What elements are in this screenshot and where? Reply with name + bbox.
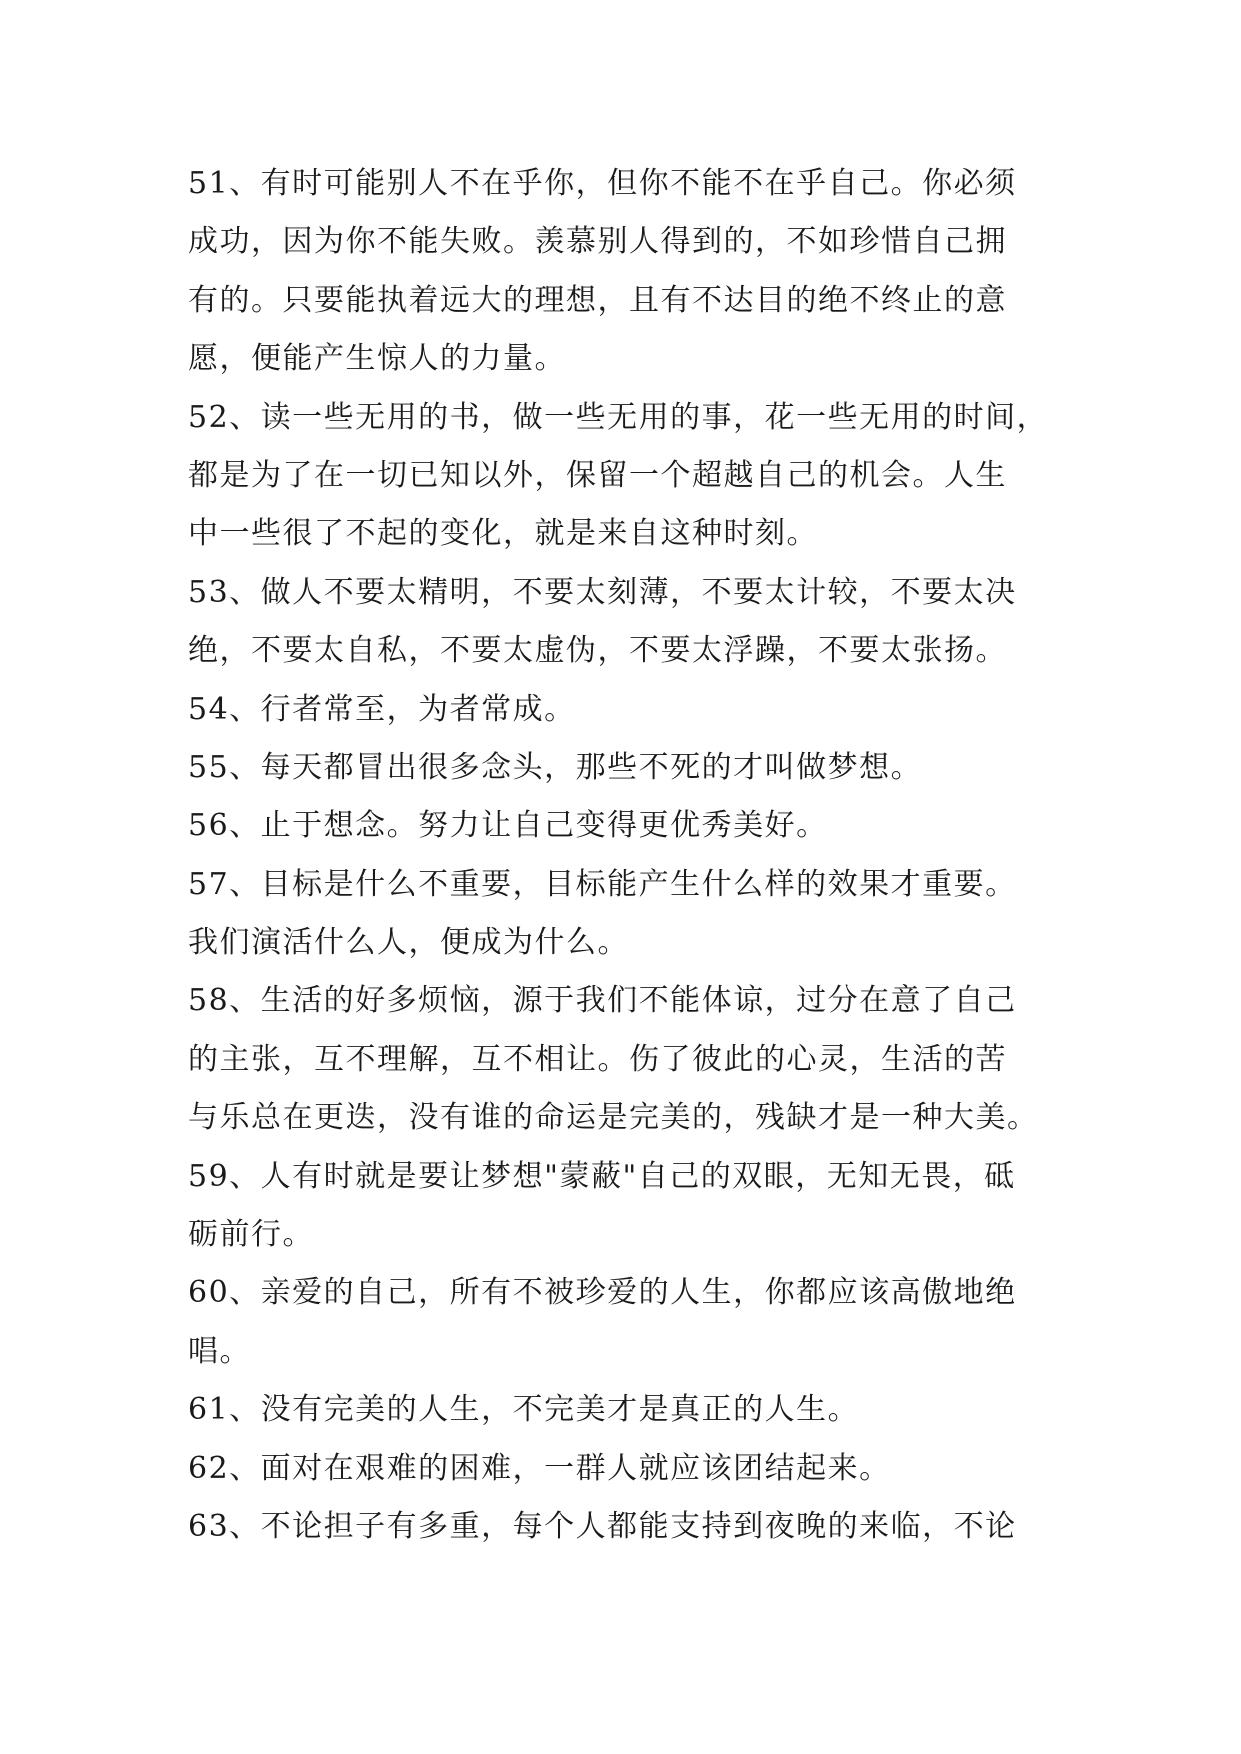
text-line: 55、每天都冒出很多念头，那些不死的才叫做梦想。 xyxy=(188,749,923,785)
text-line: 我们演活什么人，便成为什么。 xyxy=(188,925,629,961)
text-line: 61、没有完美的人生，不完美才是真正的人生。 xyxy=(188,1392,860,1428)
text-line: 愿，便能产生惊人的力量。 xyxy=(188,341,566,377)
text-line: 绝，不要太自私，不要太虚伪，不要太浮躁，不要太张扬。 xyxy=(188,633,1007,669)
text-line: 与乐总在更迭，没有谁的命运是完美的，残缺才是一种大美。 xyxy=(188,1100,1039,1136)
text-line: 62、面对在艰难的困难，一群人就应该团结起来。 xyxy=(188,1450,891,1486)
text-line: 都是为了在一切已知以外，保留一个超越自己的机会。人生 xyxy=(188,457,1007,493)
text-line: 51、有时可能别人不在乎你，但你不能不在乎自己。你必须 xyxy=(188,166,1017,201)
text-line: 59、人有时就是要让梦想"蒙蔽"自己的双眼，无知无畏，砥 xyxy=(188,1158,1016,1194)
text-line: 63、不论担子有多重，每个人都能支持到夜晚的来临，不论 xyxy=(188,1508,1017,1544)
text-line: 56、止于想念。努力让自己变得更优秀美好。 xyxy=(188,808,828,844)
text-line: 52、读一些无用的书，做一些无用的事，花一些无用的时间， xyxy=(188,399,1049,435)
text-line: 唱。 xyxy=(188,1333,251,1369)
text-line: 中一些很了不起的变化，就是来自这种时刻。 xyxy=(188,516,818,552)
text-line: 有的。只要能执着远大的理想，且有不达目的绝不终止的意 xyxy=(188,282,1007,318)
text-line: 54、行者常至，为者常成。 xyxy=(188,691,576,727)
text-line: 58、生活的好多烦恼，源于我们不能体谅，过分在意了自己 xyxy=(188,983,1017,1019)
document-body xyxy=(188,155,1068,1556)
text-line: 60、亲爱的自己，所有不被珍爱的人生，你都应该高傲地绝 xyxy=(188,1275,1017,1311)
text-line: 砺前行。 xyxy=(188,1217,314,1253)
text-line: 的主张，互不理解，互不相让。伤了彼此的心灵，生活的苦 xyxy=(188,1041,1007,1077)
text-line: 成功，因为你不能失败。羡慕别人得到的，不如珍惜自己拥 xyxy=(188,224,1007,260)
text-line: 57、目标是什么不重要，目标能产生什么样的效果才重要。 xyxy=(188,866,1017,902)
text-line: 53、做人不要太精明，不要太刻薄，不要太计较，不要太决 xyxy=(188,574,1017,610)
